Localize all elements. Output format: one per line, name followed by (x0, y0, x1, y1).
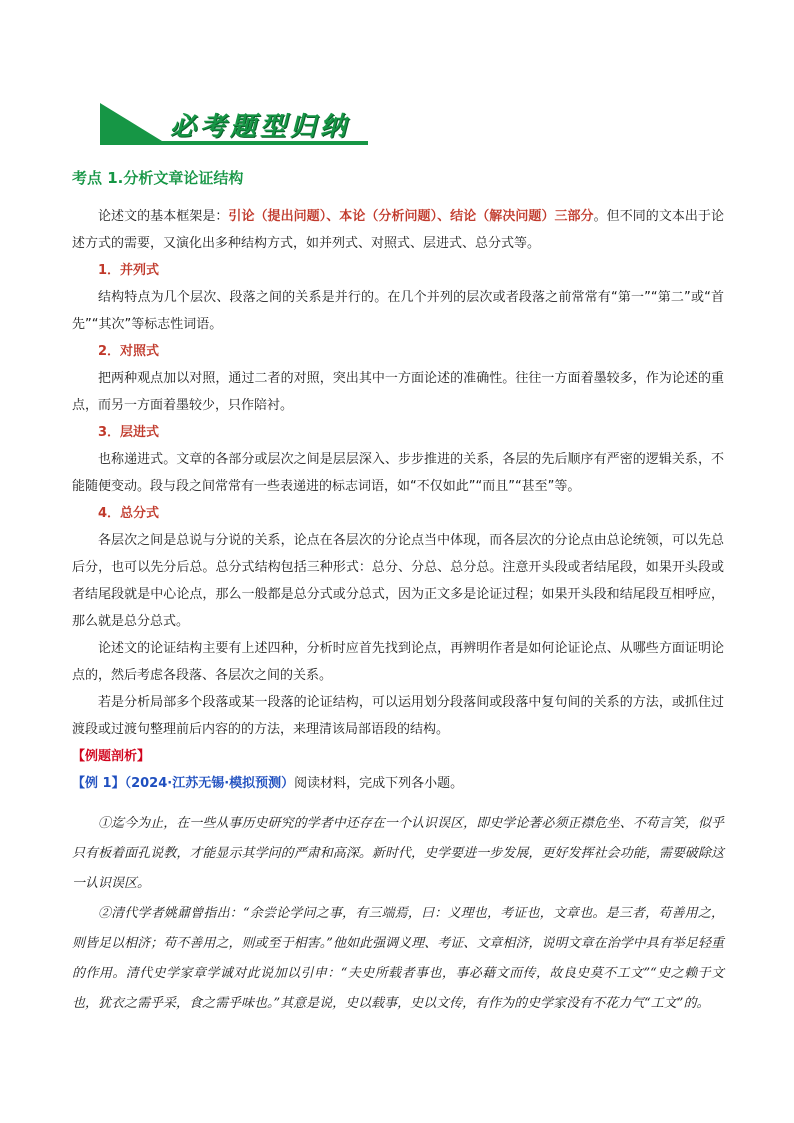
section-body-parallel: 结构特点为几个层次、段落之间的关系是并行的。在几个并列的层次或者段落之前常常有“第一”“第二”或“首先”“其次”等标志性词语。 (72, 290, 724, 332)
example-line (72, 770, 724, 797)
intro-paragraph (72, 203, 724, 257)
example-heading: 【例题剖析】 (72, 749, 151, 764)
section-banner (100, 103, 368, 145)
material-paragraph-1: ①迄今为止，在一些从事历史研究的学者中还存在一个认识误区，即史学论著必须正襟危坐、不苟言笑，似乎只有板着面孔说教，才能显示其学问的严肃和高深。新时代，史学要进一步发展，更好发挥社会功能，需要破除这一认识误区。 (72, 816, 724, 891)
section-heading-progressive: 3．层进式 (98, 425, 160, 440)
summary-paragraph-1: 论述文的论证结构主要有上述四种，分析时应首先找到论点，再辨明作者是如何论证论点、从哪些方面证明论点的，然后考虑各段落、各层次之间的关系。 (72, 641, 724, 683)
material-paragraph-2: ②清代学者姚鼐曾指出：“余尝论学问之事，有三端焉，曰：义理也，考证也，文章也。是三者，苟善用之，则皆足以相济；苟不善用之，则或至于相害。”他如此强调义理、考证、文章相济，说明文章在治学中具有举足轻重的作用。清代史学家章学诚对此说加以引申：“夫史所载者事也，事必藉文而传，故良史莫不工文”“史之赖于文也，犹衣之需乎采，食之需乎味也。”其意是说，史以载事，史以文传，有作为的史学家没有不花力气“工文”的。 (72, 906, 724, 1011)
main-content (72, 203, 724, 1019)
example-label: 【例 1】 (72, 776, 125, 791)
key-point-title: 考点 1.分析文章论证结构 (72, 169, 244, 187)
section-heading-contrast: 2．对照式 (98, 344, 160, 359)
banner-triangle (100, 103, 162, 141)
section-body-progressive: 也称递进式。文章的各部分或层次之间是层层深入、步步推进的关系，各层的先后顺序有严密的逻辑关系，不能随便变动。段与段之间常常有一些表递进的标志词语，如“不仅如此”“而且”“甚至”等。 (72, 452, 724, 494)
summary-paragraph-2: 若是分析局部多个段落或某一段落的论证结构，可以运用划分段落间或段落中复句间的关系的方法，或抓住过渡段或过渡句整理前后内容的的方法，来理清该局部语段的结构。 (72, 695, 724, 737)
section-heading-general-specific: 4．总分式 (98, 506, 160, 521)
intro-post: 。但不同的文本出于论述方式的需要，又演化出多种结构方式，如并列式、对照式、层进式、总分式等。 (72, 209, 724, 251)
section-body-contrast: 把两种观点加以对照，通过二者的对照，突出其中一方面论述的准确性。往往一方面着墨较多，作为论述的重点，而另一方面着墨较少，只作陪衬。 (72, 371, 724, 413)
intro-highlight: 引论（提出问题）、本论（分析问题）、结论（解决问题）三部分 (228, 209, 594, 224)
section-body-general-specific: 各层次之间是总说与分说的关系，论点在各层次的分论点当中体现，而各层次的分论点由总论统领，可以先总后分，也可以先分后总。总分式结构包括三种形式：总分、分总、总分总。注意开头段或者结尾段，如果开头段或者结尾段就是中心论点，那么一般都是总分式或分总式，因为正文多是论证过程；如果开头段和结尾段互相呼应，那么就是总分总式。 (72, 533, 724, 629)
intro-pre: 论述文的基本框架是： (98, 209, 229, 224)
section-heading-parallel: 1．并列式 (98, 263, 160, 278)
banner-title: 必考题型归纳 (170, 112, 351, 142)
example-instruction: 阅读材料，完成下列各小题。 (294, 776, 464, 791)
reading-material (72, 809, 724, 1019)
example-source: （2024·江苏无锡·模拟预测） (124, 776, 295, 791)
